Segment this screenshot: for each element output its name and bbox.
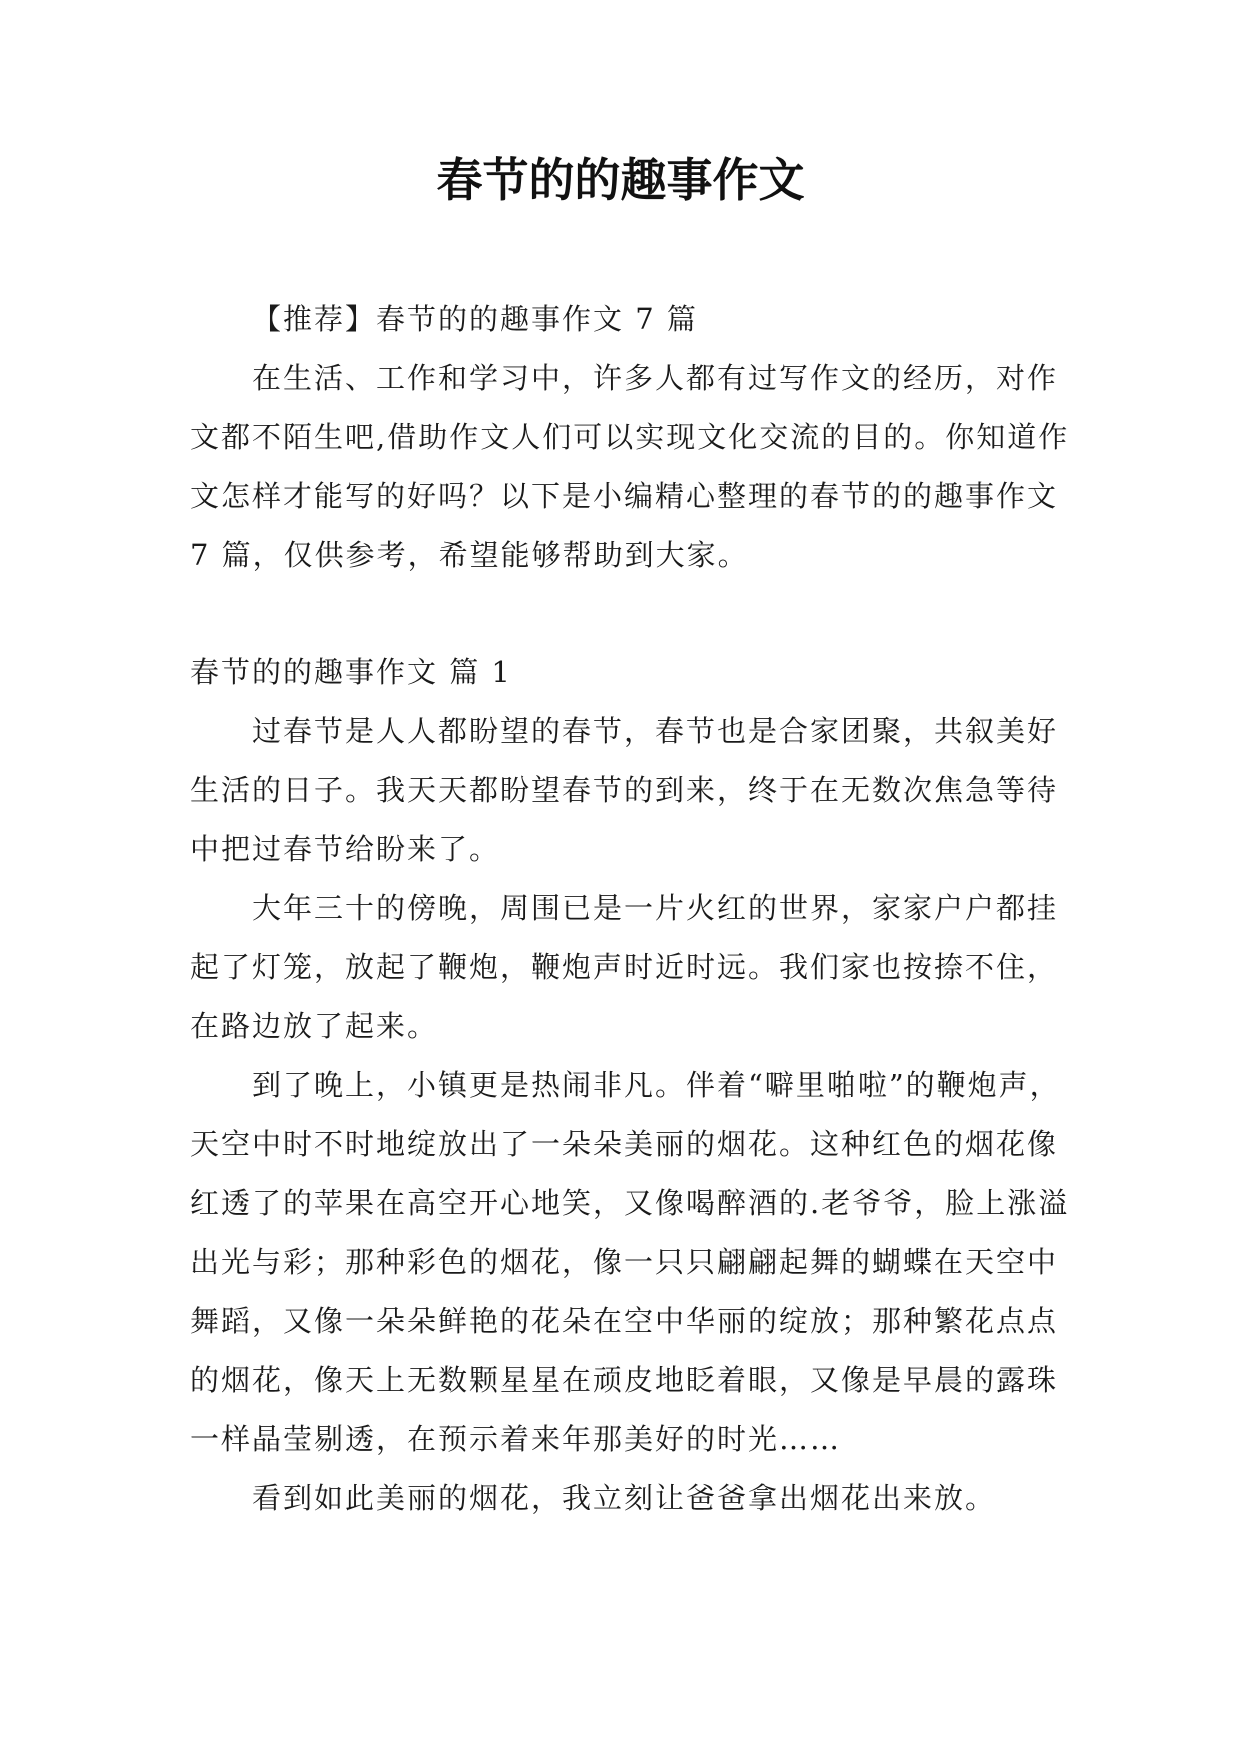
document-body bbox=[190, 290, 1070, 1528]
spacer bbox=[190, 585, 1070, 643]
subtitle: 【推荐】春节的的趣事作文 7 篇 bbox=[252, 302, 698, 336]
document-title: 春节的的趣事作文 bbox=[436, 153, 805, 207]
paragraph: 大年三十的傍晚，周围已是一片火红的世界，家家户户都挂起了灯笼，放起了鞭炮，鞭炮声时近时远。我们家也按捺不住，在路边放了起来。 bbox=[190, 891, 1059, 1043]
section-heading: 春节的的趣事作文 篇 1 bbox=[190, 655, 512, 689]
paragraph: 看到如此美丽的烟花，我立刻让爸爸拿出烟花出来放。 bbox=[252, 1481, 997, 1515]
paragraph: 过春节是人人都盼望的春节，春节也是合家团聚，共叙美好生活的日子。我天天都盼望春节的到来，终于在无数次焦急等待中把过春节给盼来了。 bbox=[190, 714, 1059, 866]
paragraph: 到了晚上，小镇更是热闹非凡。伴着“噼里啪啦”的鞭炮声，天空中时不时地绽放出了一朵朵美丽的烟花。这种红色的烟花像红透了的苹果在高空开心地笑，又像喝醉酒的.老爷爷，脸上涨溢出光与彩；那种彩色的烟花，像一只只翩翩起舞的蝴蝶在天空中舞蹈，又像一朵朵鲜艳的花朵在空中华丽的绽放；那种繁花点点的烟花，像天上无数颗星星在顽皮地眨着眼，又像是早晨的露珠一样晶莹剔透，在预示着来年那美好的时光…… bbox=[190, 1068, 1070, 1456]
intro-paragraph: 在生活、工作和学习中，许多人都有过写作文的经历，对作文都不陌生吧,借助作文人们可以实现文化交流的目的。你知道作文怎样才能写的好吗？以下是小编精心整理的春节的的趣事作文 7 篇，仅供参考，希望能够帮助到大家。 bbox=[190, 361, 1070, 572]
